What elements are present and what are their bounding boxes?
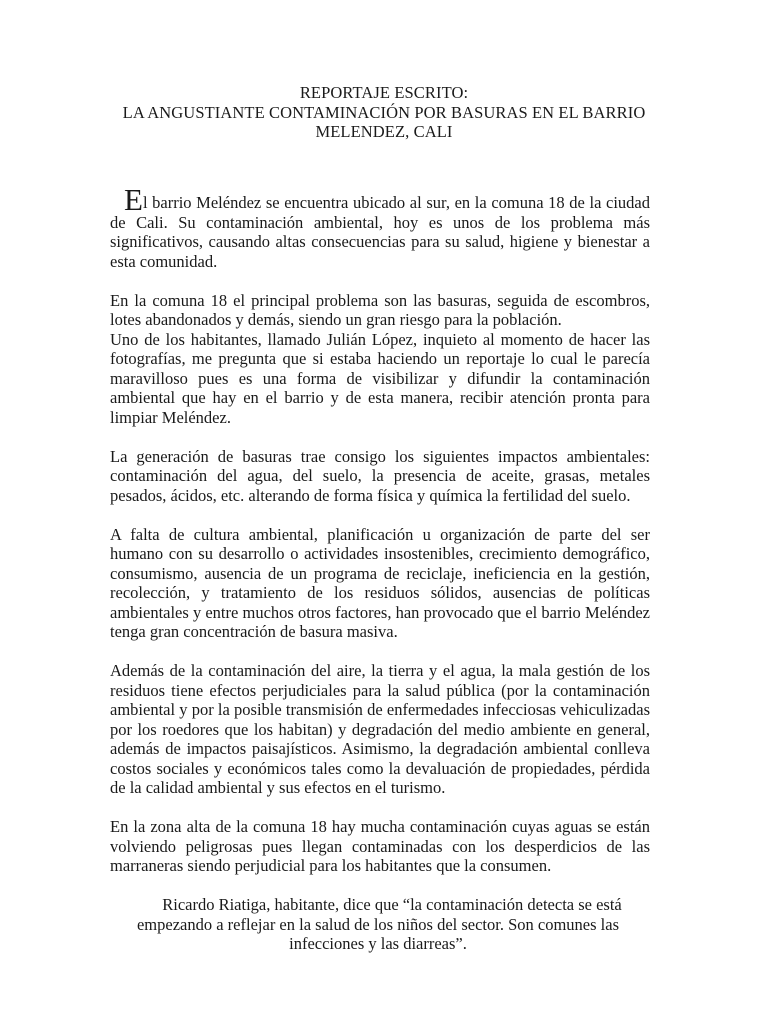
title-line-1: REPORTAJE ESCRITO: [299,83,469,102]
paragraph-zona-alta: En la zona alta de la comuna 18 hay mucha contaminación cuyas aguas se están volviendo peligrosas pues llegan contaminadas con los desperdicios de las marraneras siendo perjudicial para los habitantes que la consumen. [110,817,650,875]
paragraph-comuna-18 [110,291,650,428]
paragraph-intro-text: l barrio Meléndez se encuentra ubicado al sur, en la comuna 18 de la ciudad de Cali. Su contaminación ambiental, hoy es unos de los problema más significativos, causando altas consecuencias para su salud, higiene y bienestar a esta comunidad. [110,193,650,271]
paragraph-efectos-salud: Además de la contaminación del aire, la tierra y el agua, la mala gestión de los residuos tiene efectos perjudiciales para la salud pública (por la contaminación ambiental y por la posible transmisión de enfermedades infecciosas vehiculizadas por los roedores que los habitan) y degradación del medio ambiente en general, además de impactos paisajísticos. Asimismo, la degradación ambiental conlleva costos sociales y económicos tales como la devaluación de propiedades, pérdida de la calidad ambiental y sus efectos en el turismo. [110,661,650,797]
paragraph-generacion-basuras: La generación de basuras trae consigo los siguientes impactos ambientales: contaminación del agua, del suelo, la presencia de aceite, grasas, metales pesados, ácidos, etc. alterando de forma física y química la fertilidad del suelo. [110,446,650,505]
document-title [0,83,768,142]
document-body [110,182,650,973]
paragraph-testimonio: Ricardo Riatiga, habitante, dice que “la contaminación detecta se está empezando a reflejar en la salud de los niños del sector. Son comunes las infecciones y las diarreas”. [136,895,622,953]
title-line-3: MELENDEZ, CALI [315,122,453,141]
title-line-2: LA ANGUSTIANTE CONTAMINACIÓN POR BASURAS EN EL BARRIO [122,102,646,122]
drop-cap-initial: E [124,182,143,217]
paragraph-cultura-ambiental: A falta de cultura ambiental, planificación u organización de parte del ser humano con su desarrollo o actividades insostenibles, crecimiento demográfico, consumismo, ausencia de un programa de reciclaje, ineficiencia en la gestión, recolección, y tratamiento de los residuos sólidos, ausencias de políticas ambientales y entre muchos otros factores, han provocado que el barrio Meléndez tenga gran concentración de basura masiva. [110,524,650,641]
paragraph-julian-lopez-text: Uno de los habitantes, llamado Julián López, inquieto al momento de hacer las fotografías, me pregunta que si estaba haciendo un reportaje lo cual le parecía maravilloso pues es una forma de visibilizar y difundir la contaminación ambiental que hay en el barrio y de esta manera, recibir atención pronta para limpiar Meléndez. [110,329,650,427]
paragraph-intro [110,182,650,271]
paragraph-comuna-18-text: En la comuna 18 el principal problema son las basuras, seguida de escombros, lotes abandonados y demás, siendo un gran riesgo para la población. [110,290,650,329]
